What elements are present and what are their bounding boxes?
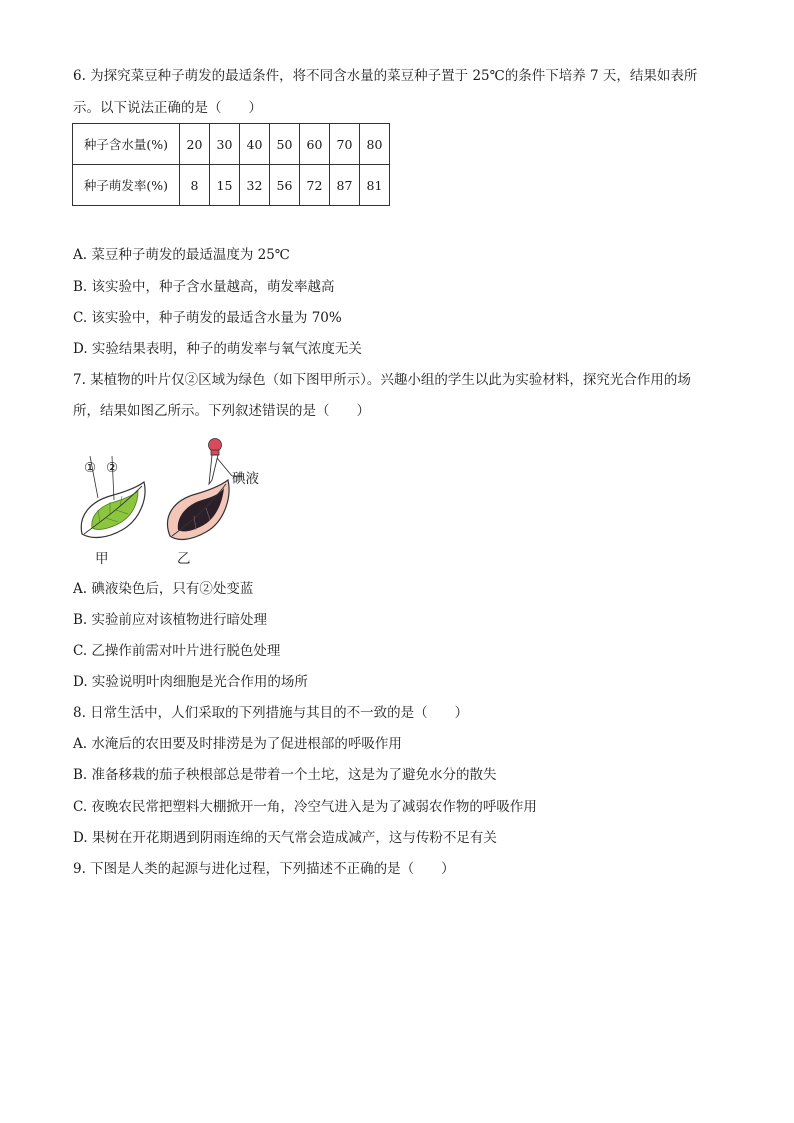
q7-stem-line1: 7. 某植物的叶片仅②区域为绿色（如下图甲所示）。兴趣小组的学生以此为实验材料，探究光合作用的场 — [73, 372, 691, 388]
q6-option-d: D. 实验结果表明，种子的萌发率与氧气浓度无关 — [73, 341, 362, 357]
q6-stem-line2: 示。以下说法正确的是（ ） — [73, 100, 262, 116]
table-cell: 40 — [240, 124, 270, 165]
table-cell: 60 — [300, 124, 330, 165]
table-row-label: 种子含水量(%) — [73, 124, 180, 165]
q7-option-c: C. 乙操作前需对叶片进行脱色处理 — [73, 643, 281, 659]
table-cell: 20 — [180, 124, 210, 165]
q9-stem: 9. 下图是人类的起源与进化过程，下列描述不正确的是（ ） — [73, 861, 455, 877]
q8-option-c: C. 夜晚农民常把塑料大棚掀开一角，冷空气进入是为了减弱农作物的呼吸作用 — [73, 799, 537, 815]
q6-stem-line1: 6. 为探究菜豆种子萌发的最适条件，将不同含水量的菜豆种子置于 25℃的条件下培养 7 天，结果如表所 — [73, 68, 698, 84]
table-cell: 80 — [360, 124, 390, 165]
table-cell: 70 — [330, 124, 360, 165]
table-cell: 56 — [270, 165, 300, 206]
q6-option-a: A. 菜豆种子萌发的最适温度为 25℃ — [73, 247, 290, 263]
figure-label-yi: 乙 — [177, 551, 191, 567]
table-row — [73, 124, 390, 165]
table-cell: 50 — [270, 124, 300, 165]
q7-option-b: B. 实验前应对该植物进行暗处理 — [73, 612, 268, 628]
table-row-label: 种子萌发率(%) — [73, 165, 180, 206]
q7-stem-line2: 所，结果如图乙所示。下列叙述错误的是（ ） — [73, 403, 370, 419]
q6-data-table — [72, 123, 390, 206]
q8-stem: 8. 日常生活中，人们采取的下列措施与其目的不一致的是（ ） — [73, 705, 469, 721]
q6-option-b: B. 该实验中，种子含水量越高，萌发率越高 — [73, 279, 335, 295]
table-cell: 15 — [210, 165, 240, 206]
q7-option-d: D. 实验说明叶肉细胞是光合作用的场所 — [73, 674, 308, 690]
table-cell: 72 — [300, 165, 330, 206]
q6-option-c: C. 该实验中，种子萌发的最适含水量为 70% — [73, 310, 342, 326]
q7-option-a: A. 碘液染色后，只有②处变蓝 — [73, 581, 254, 597]
leaf-yi — [168, 480, 229, 539]
table-cell: 87 — [330, 165, 360, 206]
reagent-label: 碘液 — [232, 471, 259, 487]
q8-option-a: A. 水淹后的农田要及时排涝是为了促进根部的呼吸作用 — [73, 736, 402, 752]
q7-figure — [70, 436, 290, 571]
table-cell: 30 — [210, 124, 240, 165]
q8-option-b: B. 准备移栽的茄子秧根部总是带着一个土坨，这是为了避免水分的散失 — [73, 767, 497, 783]
table-row — [73, 165, 390, 206]
table-cell: 8 — [180, 165, 210, 206]
q8-option-d: D. 果树在开花期遇到阴雨连绵的天气常会造成减产，这与传粉不足有关 — [73, 830, 497, 846]
marker-1: ① — [84, 460, 97, 476]
marker-2: ② — [106, 460, 119, 476]
table-cell: 32 — [240, 165, 270, 206]
table-cell: 81 — [360, 165, 390, 206]
figure-label-jia: 甲 — [95, 551, 109, 567]
